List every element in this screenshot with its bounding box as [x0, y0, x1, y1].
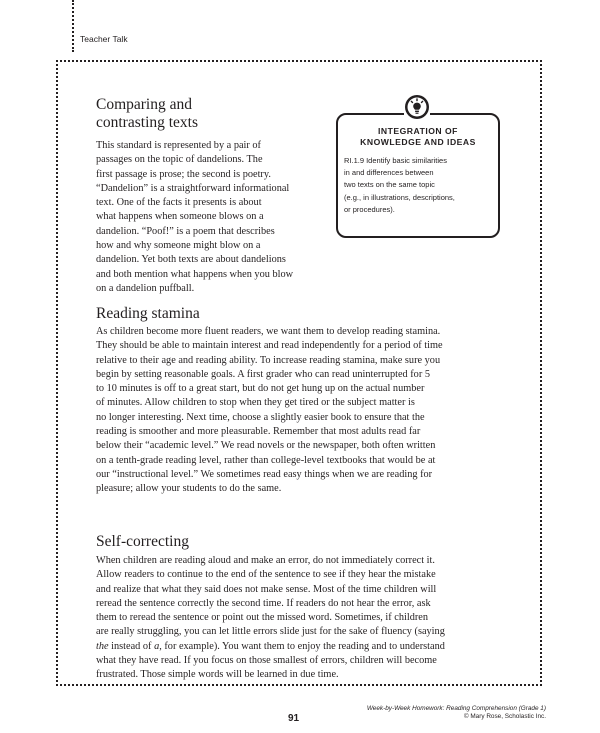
- heading-reading-stamina: Reading stamina: [96, 305, 200, 322]
- text-line: them to reread the sentence or point out the missed word. Sometimes, if children: [96, 612, 428, 624]
- text-line: passages on the topic of dandelions. The: [96, 154, 263, 166]
- credit-copyright: © Mary Rose, Scholastic Inc.: [463, 713, 546, 721]
- page-number: 91: [288, 713, 300, 724]
- text-line: They should be able to maintain interest and read independently for a period of time: [96, 340, 443, 352]
- paragraph-reading-stamina: [96, 325, 526, 497]
- text-line: how and why someone might blow on a: [96, 240, 261, 252]
- text-line: text. One of the facts it presents is about: [96, 197, 262, 209]
- text-line: “Dandelion” is a straightforward informational: [96, 182, 290, 194]
- section-label: Teacher Talk: [80, 34, 128, 44]
- heading-comparing: [96, 96, 296, 132]
- text-line: pleasure; allow your students to do the same.: [96, 483, 282, 495]
- text-line: begin by setting reasonable goals. A first grader who can read uninterrupted for 5: [96, 368, 430, 380]
- text-line: what they have read. If you focus on those smallest of errors, children will become: [96, 655, 437, 667]
- heading-self-correcting: Self-correcting: [96, 533, 189, 550]
- text-line: on a tenth-grade reading level, rather than college-level textbooks that would be at: [96, 454, 436, 466]
- italic-word: a: [154, 640, 160, 652]
- text-line: reading is smoother and more pleasurable. Remember that most adults read far: [96, 426, 421, 438]
- callout-title-line-2: KNOWLEDGE AND IDEAS: [360, 137, 476, 147]
- text-line: of minutes. Allow children to stop when they get tired or the subject matter is: [96, 397, 415, 409]
- text-line: reread the sentence correctly the second time. If readers do not hear the error, ask: [96, 597, 431, 609]
- text-line: are really struggling, you can let little errors slide just for the sake of fluency (saying: [96, 626, 445, 638]
- text-line: relative to their age and reading ability. To increase reading stamina, make sure you: [96, 354, 441, 366]
- text-fragment: , for example). You want them to enjoy the reading and to understand: [159, 640, 445, 652]
- text-line: below their “academic level.” We read novels or the newspaper, both often written: [96, 440, 436, 452]
- text-line: dandelion. Yet both texts are about dandelions: [96, 254, 286, 266]
- callout-line: in and differences between: [344, 168, 434, 178]
- callout-title-line-1: INTEGRATION OF: [378, 126, 458, 136]
- text-line: As children become more fluent readers, we want them to develop reading stamina.: [96, 326, 441, 337]
- heading-line-1: Comparing and: [96, 96, 192, 113]
- callout-title: [336, 126, 500, 148]
- heading-line-2: contrasting texts: [96, 114, 199, 131]
- text-line: frustrated. Those simple words will be learned in due time.: [96, 669, 339, 681]
- text-line: our “instructional level.” We sometimes read easy things when we are reading for: [96, 468, 433, 480]
- callout-line: RI.1.9 Identify basic similarities: [344, 156, 447, 165]
- text-line: [96, 641, 445, 652]
- text-line: what happens when someone blows on a: [96, 211, 264, 223]
- paragraph-comparing: [96, 139, 328, 296]
- text-line: This standard is represented by a pair of: [96, 140, 261, 151]
- paragraph-self-correcting: [96, 554, 526, 683]
- callout-line: two texts on the same topic: [344, 180, 435, 190]
- text-line: dandelion. “Poof!” is a poem that describes: [96, 225, 275, 237]
- header-dotted-rule: [72, 0, 74, 52]
- italic-word: the: [96, 640, 109, 652]
- text-line: Allow readers to continue to the end of the sentence to see if they hear the mistake: [96, 569, 436, 581]
- callout-standard-text: [344, 155, 494, 216]
- text-line: first passage is prose; the second is poetry.: [96, 168, 271, 180]
- text-line: on a dandelion puffball.: [96, 282, 195, 294]
- text-line: and realize that what they said does not make sense. Most of the time children will: [96, 583, 437, 595]
- text-line: no longer interesting. Next time, choose a slightly easier book to ensure that the: [96, 411, 425, 423]
- footer-credit: [367, 705, 546, 722]
- text-line: and both mention what happens when you blow: [96, 268, 294, 280]
- callout-line: or procedures).: [344, 204, 395, 214]
- credit-title: Week-by-Week Homework: Reading Comprehension (Grade 1): [366, 705, 546, 712]
- lightbulb-icon: [404, 94, 430, 120]
- text-fragment: instead of: [108, 640, 155, 652]
- text-line: When children are reading aloud and make an error, do not immediately correct it.: [96, 555, 435, 566]
- callout-line: (e.g., in illustrations, descriptions,: [344, 192, 455, 202]
- text-line: to 10 minutes is off to a great start, but do not get hung up on the actual number: [96, 383, 425, 395]
